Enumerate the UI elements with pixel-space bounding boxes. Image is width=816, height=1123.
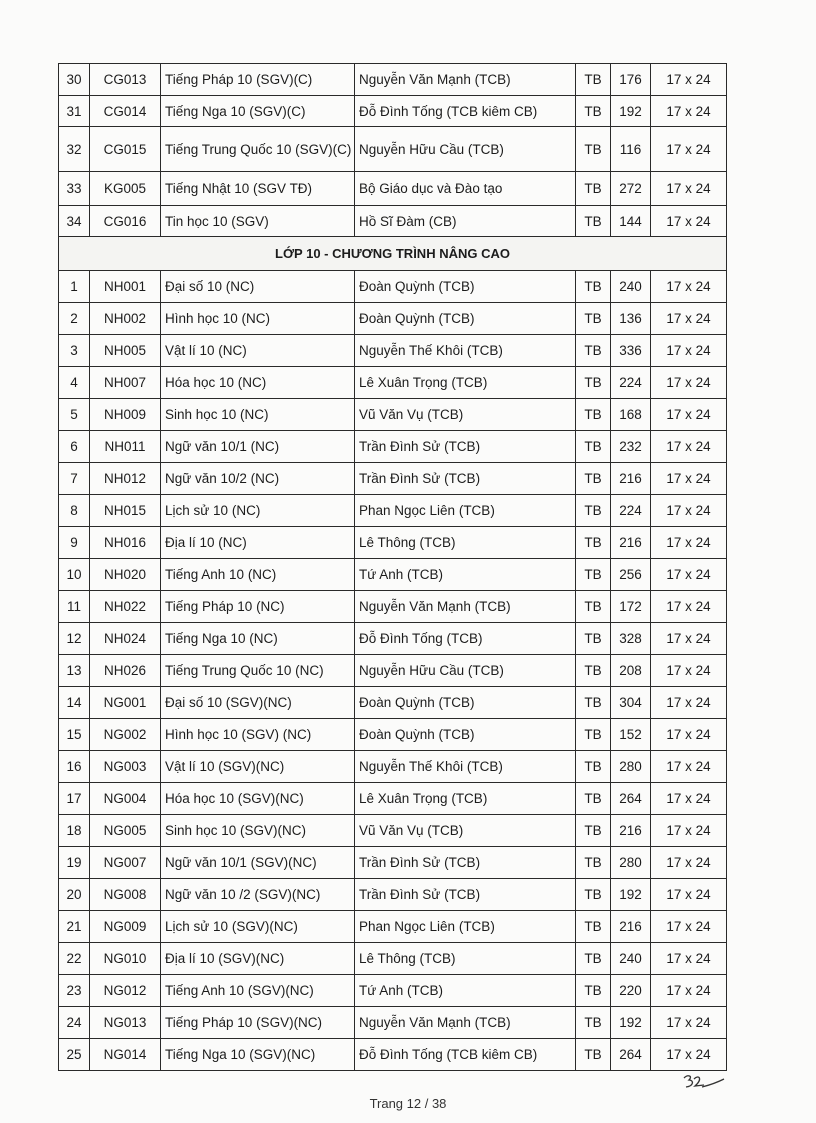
cell-size: 17 x 24 [651,303,727,335]
cell-title: Tiếng Pháp 10 (SGV)(C) [161,64,355,96]
table-row [59,1007,727,1039]
cell-size: 17 x 24 [651,783,727,815]
cell-title: Đại số 10 (SGV)(NC) [161,687,355,719]
cell-code: NH002 [90,303,161,335]
cell-pages: 192 [611,879,651,911]
table-row [59,591,727,623]
cell-title: Tiếng Pháp 10 (NC) [161,591,355,623]
cell-author: Trần Đình Sử (TCB) [355,847,576,879]
cell-size: 17 x 24 [651,527,727,559]
cell-title: Tin học 10 (SGV) [161,206,355,237]
cell-pages: 192 [611,96,651,127]
cell-type: TB [576,367,611,399]
cell-author: Lê Xuân Trọng (TCB) [355,367,576,399]
cell-size: 17 x 24 [651,172,727,206]
cell-title: Tiếng Anh 10 (NC) [161,559,355,591]
table-row [59,96,727,127]
cell-pages: 172 [611,591,651,623]
cell-pages: 232 [611,431,651,463]
cell-title: Tiếng Trung Quốc 10 (NC) [161,655,355,687]
cell-size: 17 x 24 [651,96,727,127]
cell-pages: 192 [611,1007,651,1039]
cell-size: 17 x 24 [651,687,727,719]
cell-type: TB [576,591,611,623]
cell-title: Ngữ văn 10 /2 (SGV)(NC) [161,879,355,911]
cell-code: NG001 [90,687,161,719]
cell-type: TB [576,127,611,172]
cell-type: TB [576,1039,611,1071]
cell-author: Nguyễn Hữu Cầu (TCB) [355,127,576,172]
cell-code: KG005 [90,172,161,206]
cell-pages: 168 [611,399,651,431]
cell-code: NG004 [90,783,161,815]
cell-code: NH001 [90,271,161,303]
cell-no: 11 [59,591,90,623]
cell-type: TB [576,559,611,591]
cell-title: Ngữ văn 10/2 (NC) [161,463,355,495]
cell-no: 5 [59,399,90,431]
cell-title: Tiếng Pháp 10 (SGV)(NC) [161,1007,355,1039]
cell-no: 9 [59,527,90,559]
cell-type: TB [576,1007,611,1039]
cell-author: Trần Đình Sử (TCB) [355,431,576,463]
table-row [59,335,727,367]
table-row [59,623,727,655]
cell-type: TB [576,623,611,655]
cell-title: Địa lí 10 (NC) [161,527,355,559]
cell-size: 17 x 24 [651,367,727,399]
cell-size: 17 x 24 [651,1007,727,1039]
cell-code: NH024 [90,623,161,655]
cell-pages: 208 [611,655,651,687]
cell-author: Phan Ngọc Liên (TCB) [355,911,576,943]
cell-size: 17 x 24 [651,399,727,431]
table-row [59,463,727,495]
cell-size: 17 x 24 [651,719,727,751]
cell-pages: 216 [611,463,651,495]
cell-pages: 220 [611,975,651,1007]
cell-size: 17 x 24 [651,335,727,367]
cell-author: Bộ Giáo dục và Đào tạo [355,172,576,206]
cell-title: Tiếng Nga 10 (SGV)(NC) [161,1039,355,1071]
cell-type: TB [576,943,611,975]
cell-type: TB [576,751,611,783]
cell-code: CG014 [90,96,161,127]
cell-no: 19 [59,847,90,879]
cell-code: CG015 [90,127,161,172]
cell-author: Vũ Văn Vụ (TCB) [355,815,576,847]
cell-author: Trần Đình Sử (TCB) [355,463,576,495]
cell-pages: 240 [611,943,651,975]
table-row [59,64,727,96]
cell-size: 17 x 24 [651,64,727,96]
handwritten-signature [678,1070,728,1101]
table-row [59,127,727,172]
cell-code: NG007 [90,847,161,879]
cell-code: NH020 [90,559,161,591]
cell-title: Ngữ văn 10/1 (NC) [161,431,355,463]
table-row [59,719,727,751]
cell-author: Vũ Văn Vụ (TCB) [355,399,576,431]
cell-title: Hóa học 10 (SGV)(NC) [161,783,355,815]
cell-size: 17 x 24 [651,751,727,783]
cell-size: 17 x 24 [651,127,727,172]
cell-type: TB [576,783,611,815]
cell-type: TB [576,335,611,367]
cell-pages: 240 [611,271,651,303]
cell-no: 31 [59,96,90,127]
cell-no: 32 [59,127,90,172]
cell-pages: 176 [611,64,651,96]
cell-pages: 304 [611,687,651,719]
cell-size: 17 x 24 [651,271,727,303]
cell-author: Nguyễn Văn Mạnh (TCB) [355,1007,576,1039]
cell-title: Lịch sử 10 (NC) [161,495,355,527]
cell-no: 34 [59,206,90,237]
cell-title: Đại số 10 (NC) [161,271,355,303]
signature-mark-icon [678,1070,728,1096]
cell-type: TB [576,431,611,463]
table-row [59,911,727,943]
cell-code: CG016 [90,206,161,237]
cell-author: Đoàn Quỳnh (TCB) [355,719,576,751]
cell-no: 7 [59,463,90,495]
cell-size: 17 x 24 [651,591,727,623]
cell-code: CG013 [90,64,161,96]
cell-code: NH005 [90,335,161,367]
cell-size: 17 x 24 [651,655,727,687]
cell-pages: 136 [611,303,651,335]
cell-code: NG009 [90,911,161,943]
cell-no: 2 [59,303,90,335]
cell-author: Nguyễn Văn Mạnh (TCB) [355,64,576,96]
cell-author: Nguyễn Văn Mạnh (TCB) [355,591,576,623]
table-row [59,687,727,719]
cell-title: Tiếng Nga 10 (SGV)(C) [161,96,355,127]
cell-no: 18 [59,815,90,847]
cell-no: 1 [59,271,90,303]
cell-author: Đoàn Quỳnh (TCB) [355,303,576,335]
cell-author: Phan Ngọc Liên (TCB) [355,495,576,527]
cell-type: TB [576,687,611,719]
table-row [59,527,727,559]
cell-code: NG005 [90,815,161,847]
table-row [59,943,727,975]
cell-code: NG010 [90,943,161,975]
cell-no: 14 [59,687,90,719]
cell-author: Nguyễn Thế Khôi (TCB) [355,751,576,783]
cell-size: 17 x 24 [651,623,727,655]
page-number: Trang 12 / 38 [369,1096,447,1111]
section-header-row [59,237,727,271]
cell-type: TB [576,64,611,96]
cell-no: 10 [59,559,90,591]
cell-title: Sinh học 10 (SGV)(NC) [161,815,355,847]
cell-no: 21 [59,911,90,943]
cell-type: TB [576,655,611,687]
cell-pages: 272 [611,172,651,206]
cell-author: Nguyễn Hữu Cầu (TCB) [355,655,576,687]
cell-type: TB [576,847,611,879]
cell-title: Ngữ văn 10/1 (SGV)(NC) [161,847,355,879]
cell-title: Địa lí 10 (SGV)(NC) [161,943,355,975]
cell-no: 20 [59,879,90,911]
cell-size: 17 x 24 [651,1039,727,1071]
cell-type: TB [576,206,611,237]
cell-no: 22 [59,943,90,975]
cell-title: Tiếng Nga 10 (NC) [161,623,355,655]
cell-author: Hồ Sĩ Đàm (CB) [355,206,576,237]
cell-code: NH026 [90,655,161,687]
table-row [59,431,727,463]
cell-author: Nguyễn Thế Khôi (TCB) [355,335,576,367]
cell-code: NG012 [90,975,161,1007]
cell-pages: 256 [611,559,651,591]
cell-author: Đỗ Đình Tống (TCB) [355,623,576,655]
cell-title: Lịch sử 10 (SGV)(NC) [161,911,355,943]
cell-author: Đoàn Quỳnh (TCB) [355,271,576,303]
cell-title: Tiếng Trung Quốc 10 (SGV)(C) [161,127,355,172]
cell-title: Tiếng Anh 10 (SGV)(NC) [161,975,355,1007]
cell-no: 15 [59,719,90,751]
cell-code: NG008 [90,879,161,911]
cell-type: TB [576,879,611,911]
cell-no: 16 [59,751,90,783]
cell-type: TB [576,719,611,751]
cell-size: 17 x 24 [651,943,727,975]
cell-type: TB [576,96,611,127]
cell-size: 17 x 24 [651,431,727,463]
cell-author: Tứ Anh (TCB) [355,559,576,591]
cell-title: Hình học 10 (NC) [161,303,355,335]
table-section [59,237,727,271]
cell-pages: 280 [611,751,651,783]
table-row [59,1039,727,1071]
cell-author: Đoàn Quỳnh (TCB) [355,687,576,719]
cell-code: NH012 [90,463,161,495]
cell-size: 17 x 24 [651,975,727,1007]
cell-code: NG003 [90,751,161,783]
table-row [59,879,727,911]
cell-code: NH022 [90,591,161,623]
cell-type: TB [576,911,611,943]
cell-author: Lê Thông (TCB) [355,943,576,975]
cell-size: 17 x 24 [651,815,727,847]
cell-title: Hình học 10 (SGV) (NC) [161,719,355,751]
cell-type: TB [576,495,611,527]
table-row [59,815,727,847]
table-row [59,172,727,206]
table-row [59,206,727,237]
cell-pages: 328 [611,623,651,655]
cell-no: 30 [59,64,90,96]
cell-code: NH007 [90,367,161,399]
table-row [59,495,727,527]
cell-pages: 216 [611,815,651,847]
table-row [59,783,727,815]
table-body-top [59,64,727,237]
cell-type: TB [576,271,611,303]
cell-code: NG013 [90,1007,161,1039]
table-row [59,975,727,1007]
cell-title: Hóa học 10 (NC) [161,367,355,399]
cell-no: 6 [59,431,90,463]
cell-no: 24 [59,1007,90,1039]
table-body-bottom [59,271,727,1071]
cell-pages: 216 [611,911,651,943]
cell-code: NH011 [90,431,161,463]
cell-no: 12 [59,623,90,655]
cell-code: NG002 [90,719,161,751]
cell-pages: 224 [611,495,651,527]
cell-no: 25 [59,1039,90,1071]
cell-pages: 216 [611,527,651,559]
cell-pages: 280 [611,847,651,879]
cell-pages: 152 [611,719,651,751]
cell-pages: 336 [611,335,651,367]
cell-type: TB [576,303,611,335]
table-row [59,559,727,591]
cell-pages: 264 [611,783,651,815]
cell-size: 17 x 24 [651,847,727,879]
section-title: LỚP 10 - CHƯƠNG TRÌNH NÂNG CAO [59,237,727,271]
cell-no: 23 [59,975,90,1007]
cell-author: Trần Đình Sử (TCB) [355,879,576,911]
table-row [59,367,727,399]
cell-author: Lê Thông (TCB) [355,527,576,559]
cell-code: NH015 [90,495,161,527]
book-list-table [58,63,727,1071]
cell-pages: 264 [611,1039,651,1071]
cell-title: Sinh học 10 (NC) [161,399,355,431]
cell-type: TB [576,815,611,847]
table-row [59,399,727,431]
cell-size: 17 x 24 [651,879,727,911]
cell-title: Vật lí 10 (SGV)(NC) [161,751,355,783]
cell-pages: 224 [611,367,651,399]
cell-pages: 144 [611,206,651,237]
cell-author: Đỗ Đình Tống (TCB kiêm CB) [355,1039,576,1071]
cell-author: Tứ Anh (TCB) [355,975,576,1007]
cell-type: TB [576,463,611,495]
cell-size: 17 x 24 [651,559,727,591]
cell-no: 4 [59,367,90,399]
cell-size: 17 x 24 [651,495,727,527]
cell-code: NH009 [90,399,161,431]
cell-size: 17 x 24 [651,463,727,495]
cell-code: NH016 [90,527,161,559]
cell-type: TB [576,975,611,1007]
table-row [59,271,727,303]
cell-type: TB [576,399,611,431]
cell-author: Đỗ Đình Tống (TCB kiêm CB) [355,96,576,127]
cell-no: 13 [59,655,90,687]
table-row [59,303,727,335]
cell-no: 8 [59,495,90,527]
table-row [59,655,727,687]
cell-title: Tiếng Nhật 10 (SGV TĐ) [161,172,355,206]
table-row [59,847,727,879]
cell-code: NG014 [90,1039,161,1071]
cell-type: TB [576,527,611,559]
table-row [59,751,727,783]
document-page [58,63,726,1071]
cell-no: 17 [59,783,90,815]
cell-no: 33 [59,172,90,206]
cell-pages: 116 [611,127,651,172]
cell-size: 17 x 24 [651,911,727,943]
cell-no: 3 [59,335,90,367]
cell-author: Lê Xuân Trọng (TCB) [355,783,576,815]
cell-size: 17 x 24 [651,206,727,237]
cell-type: TB [576,172,611,206]
cell-title: Vật lí 10 (NC) [161,335,355,367]
